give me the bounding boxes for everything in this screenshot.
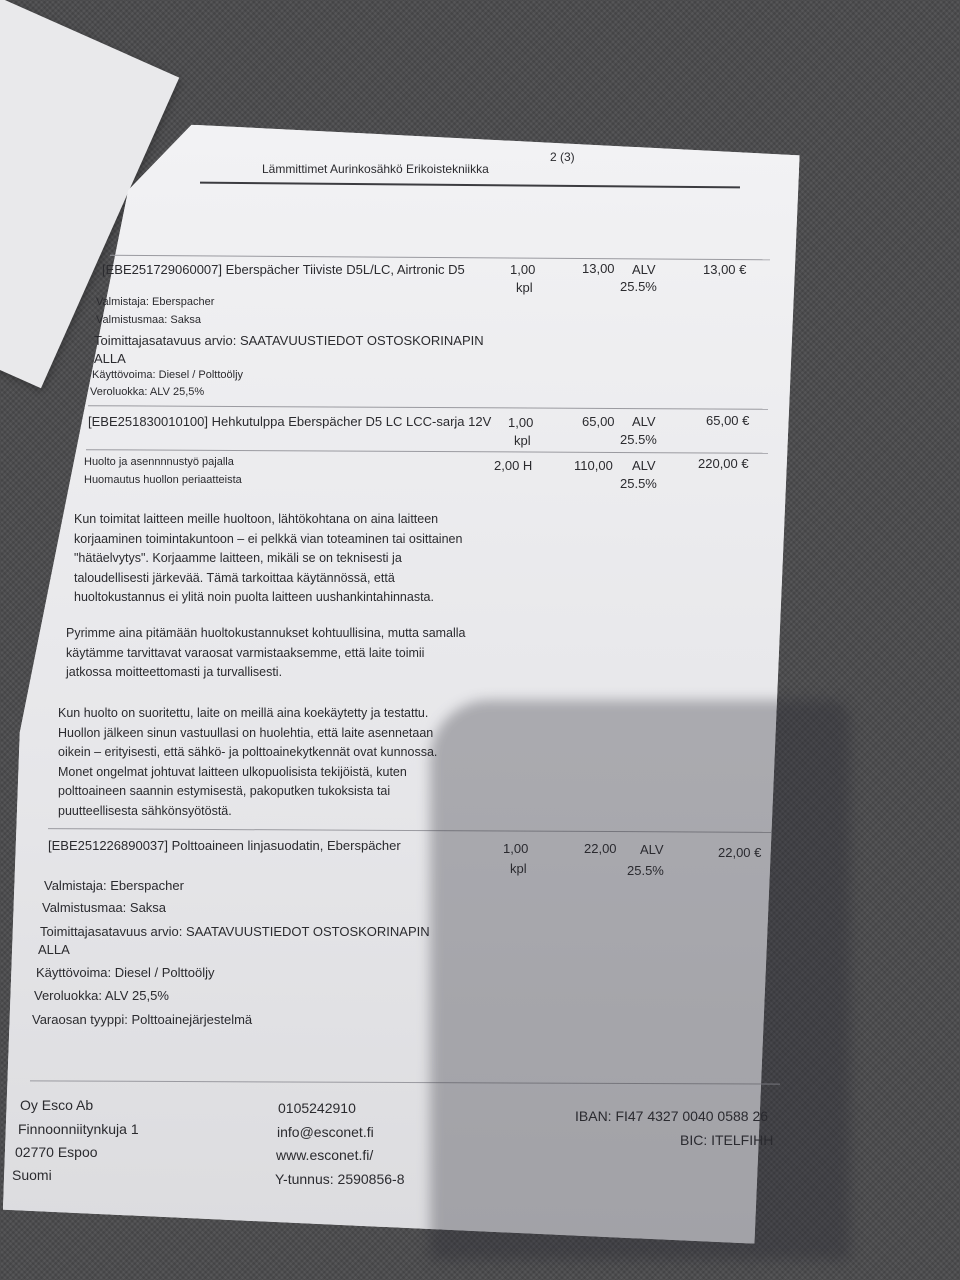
item-3-subtitle: Huomautus huollon periaatteista	[84, 474, 242, 486]
item-3-qty: 2,00 H	[494, 458, 533, 473]
footer-postal: 02770 Espoo	[15, 1144, 98, 1160]
item-2-total: 65,00 €	[706, 413, 750, 428]
page-number: 2 (3)	[550, 150, 575, 164]
item-1-detail: Valmistaja: Eberspacher	[96, 296, 215, 308]
footer-website: www.esconet.fi/	[276, 1147, 374, 1163]
item-4-vat-rate: 25.5%	[627, 863, 664, 878]
service-note: Pyrimme aina pitämään huoltokustannukset kohtuullisina, mutta samalla käytämme tarvittavat varaosat varmistaaksemme, että laite toimii jatkossa moitteettomasti ja turvallisesti.	[66, 626, 466, 679]
footer-country: Suomi	[12, 1167, 52, 1183]
footer-company: Oy Esco Ab	[20, 1097, 94, 1113]
header-company: Lämmittimet Aurinkosähkö Erikoistekniikka	[262, 162, 489, 176]
item-4-detail: Veroluokka: ALV 25,5%	[34, 988, 169, 1003]
item-4-detail: Käyttövoima: Diesel / Polttoöljy	[36, 965, 215, 980]
footer-street: Finnoonniitynkuja 1	[18, 1121, 139, 1137]
item-1-total: 13,00 €	[703, 262, 747, 277]
item-3-vat-rate: 25.5%	[620, 476, 657, 491]
service-note: Kun huolto on suoritettu, laite on meillä aina koekäytetty ja testattu. Huollon jälkeen sinun vastuullasi on huolehtia, että laite asennetaan oikein – erityisesti, että sähkö- ja polttoainekytkennät ovat kunnossa. Monet ongelmat johtuvat laitteen ulkopuolisista tekijöistä, kuten polttoaineen saannin estymisestä, pakoputken tukoksista tai puutteellisesta sähkönsyötöstä.	[58, 706, 438, 818]
item-4-title: [EBE251226890037] Polttoaineen linjasuodatin, Eberspächer	[48, 838, 401, 853]
item-1-title: [EBE251729060007] Eberspächer Tiiviste D5L/LC, Airtronic D5	[102, 262, 465, 277]
item-1-unit: kpl	[516, 280, 533, 295]
item-2-vat: ALV	[632, 414, 656, 429]
footer-bic: BIC: ITELFIHH	[680, 1132, 774, 1148]
item-2-qty: 1,00	[508, 415, 534, 430]
item-4-detail: Toimittajasatavuus arvio: SAATAVUUSTIEDOT OSTOSKORINAPIN	[40, 924, 430, 939]
item-2-price: 65,00	[582, 414, 615, 429]
item-1-detail: Veroluokka: ALV 25,5%	[90, 386, 205, 398]
service-note: Kun toimitat laitteen meille huoltoon, lähtökohtana on aina laitteen korjaaminen toimintakuntoon – ei pelkkä vian toteaminen tai osittainen "hätäelvytys". Korjaamme laitteen, mikäli se on teknisesti ja taloudellisesti järkevää. Tämä tarkoittaa käytännössä, että huoltokustannus ei ylitä noin puolta laitteen uushankintahinnasta.	[74, 512, 463, 604]
item-4-qty: 1,00	[503, 841, 529, 856]
item-4-unit: kpl	[510, 861, 527, 876]
item-4-detail: ALLA	[38, 942, 70, 957]
item-2-vat-rate: 25.5%	[620, 432, 657, 447]
item-4-vat: ALV	[640, 842, 664, 857]
item-1-vat-rate: 25.5%	[620, 279, 657, 294]
item-3-vat: ALV	[632, 458, 656, 473]
item-1-detail: Valmistusmaa: Saksa	[96, 314, 201, 326]
item-1-detail: Käyttövoima: Diesel / Polttoöljy	[92, 369, 244, 381]
item-3-total: 220,00 €	[698, 456, 749, 471]
item-1-vat: ALV	[632, 262, 656, 277]
item-3-title: Huolto ja asennnnustyö pajalla	[84, 456, 234, 468]
item-4-detail: Valmistusmaa: Saksa	[42, 900, 167, 915]
item-4-price: 22,00	[584, 841, 617, 856]
footer-business-id: Y-tunnus: 2590856-8	[275, 1171, 405, 1187]
footer-email: info@esconet.fi	[277, 1124, 374, 1140]
item-4-detail: Varaosan tyyppi: Polttoainejärjestelmä	[32, 1012, 253, 1027]
footer-iban: IBAN: FI47 4327 0040 0588 26	[575, 1108, 769, 1124]
phone-shadow	[430, 700, 850, 1260]
item-4-total: 22,00 €	[718, 845, 762, 860]
item-3-price: 110,00	[574, 458, 613, 473]
item-1-detail: Toimittajasatavuus arvio: SAATAVUUSTIEDOT OSTOSKORINAPIN	[94, 333, 484, 348]
item-2-unit: kpl	[514, 433, 531, 448]
item-1-detail: ALLA	[94, 351, 126, 366]
item-2-title: [EBE251830010100] Hehkutulppa Eberspächer D5 LC LCC-sarja 12V	[88, 414, 492, 429]
item-1-qty: 1,00	[510, 262, 536, 277]
item-1-price: 13,00	[582, 261, 615, 276]
item-4-detail: Valmistaja: Eberspacher	[44, 878, 184, 893]
footer-phone: 0105242910	[278, 1100, 356, 1116]
